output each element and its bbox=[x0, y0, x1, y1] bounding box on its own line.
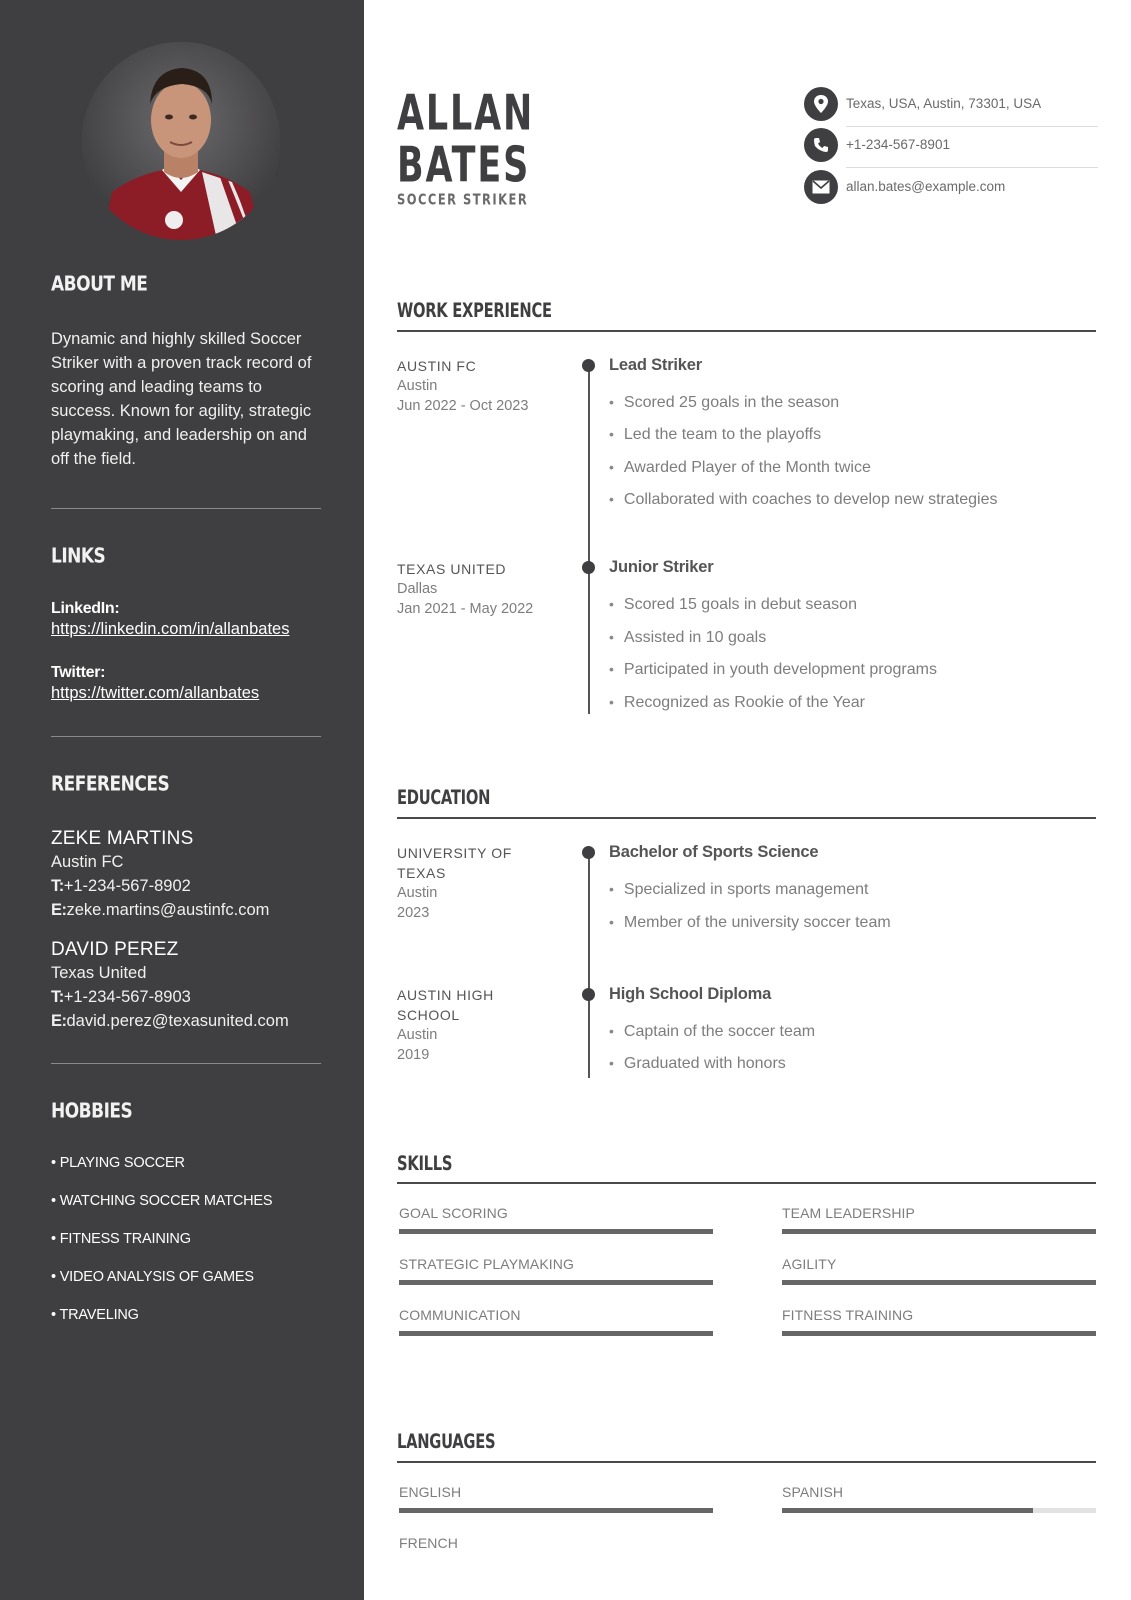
contact-address bbox=[804, 87, 1096, 121]
links-heading: LINKS bbox=[51, 545, 106, 569]
section-rule bbox=[397, 817, 1096, 819]
hobby-item: • WATCHING SOCCER MATCHES bbox=[51, 1193, 273, 1209]
bullet-item: • Specialized in sports management bbox=[609, 881, 868, 899]
work-entry-org bbox=[397, 356, 557, 416]
bullet-item: • Participated in youth development programs bbox=[609, 661, 937, 679]
org-name-line2: TEXAS bbox=[397, 865, 446, 881]
language-item bbox=[782, 1484, 1096, 1500]
bullet-item: • Collaborated with coaches to develop new strategies bbox=[609, 491, 997, 509]
bullet-item: • Recognized as Rookie of the Year bbox=[609, 694, 865, 712]
reference-phone bbox=[51, 874, 321, 898]
bullet-item: • Scored 15 goals in debut season bbox=[609, 596, 857, 614]
link-linkedin bbox=[51, 600, 321, 639]
timeline-dot bbox=[582, 988, 595, 1001]
reference-email bbox=[51, 898, 321, 922]
job-title: SOCCER STRIKER bbox=[397, 190, 529, 208]
skill-bar bbox=[399, 1280, 713, 1285]
timeline-dot bbox=[582, 359, 595, 372]
education-entry-org bbox=[397, 843, 557, 923]
language-item bbox=[399, 1484, 713, 1500]
sidebar bbox=[0, 0, 364, 1600]
language-item bbox=[399, 1535, 713, 1551]
skill-label: AGILITY bbox=[782, 1256, 837, 1272]
email-label: E: bbox=[51, 1012, 67, 1030]
reference-name: DAVID PEREZ bbox=[51, 939, 179, 960]
org-location: Dallas bbox=[397, 581, 438, 597]
section-rule bbox=[397, 1461, 1096, 1463]
phone-value: +1-234-567-8903 bbox=[63, 988, 191, 1006]
address-text: Texas, USA, Austin, 73301, USA bbox=[846, 96, 1042, 111]
skill-bar bbox=[782, 1229, 1096, 1234]
education-heading: EDUCATION bbox=[397, 786, 491, 809]
last-name: BATES bbox=[397, 136, 531, 194]
org-name-line1: AUSTIN HIGH bbox=[397, 987, 494, 1003]
org-name: AUSTIN FC bbox=[397, 358, 477, 374]
org-year: 2023 bbox=[397, 905, 430, 921]
bullet-item: • Assisted in 10 goals bbox=[609, 629, 766, 647]
linkedin-link[interactable]: https://linkedin.com/in/allanbates bbox=[51, 620, 290, 638]
section-rule bbox=[397, 1182, 1096, 1184]
languages-heading: LANGUAGES bbox=[397, 1430, 496, 1453]
org-dates: Jun 2022 - Oct 2023 bbox=[397, 398, 529, 414]
bullet-item: • Led the team to the playoffs bbox=[609, 426, 821, 444]
link-label: Twitter: bbox=[51, 664, 106, 681]
bullet-item: • Awarded Player of the Month twice bbox=[609, 459, 871, 477]
phone-value: +1-234-567-8902 bbox=[63, 877, 191, 895]
skills-heading: SKILLS bbox=[397, 1152, 453, 1175]
role-title: Lead Striker bbox=[609, 356, 702, 374]
phone-text: +1-234-567-8901 bbox=[846, 137, 950, 152]
contact-email bbox=[804, 170, 1096, 204]
org-location: Austin bbox=[397, 1027, 438, 1043]
skill-bar-fill bbox=[782, 1331, 1096, 1336]
degree-title: High School Diploma bbox=[609, 985, 772, 1003]
sidebar-divider bbox=[51, 1063, 321, 1064]
skill-bar-fill bbox=[399, 1280, 713, 1285]
link-label: LinkedIn: bbox=[51, 600, 120, 617]
hobbies-heading: HOBBIES bbox=[51, 1100, 133, 1124]
work-heading: WORK EXPERIENCE bbox=[397, 299, 552, 322]
org-year: 2019 bbox=[397, 1047, 430, 1063]
twitter-link[interactable]: https://twitter.com/allanbates bbox=[51, 684, 260, 702]
references-section bbox=[51, 773, 321, 797]
section-rule bbox=[397, 330, 1096, 332]
bullet-item: • Graduated with honors bbox=[609, 1055, 786, 1073]
hobbies-list bbox=[51, 1155, 321, 1355]
skill-item bbox=[399, 1256, 713, 1272]
skill-bar-fill bbox=[399, 1331, 713, 1336]
skill-item bbox=[782, 1307, 1096, 1323]
hobby-item: • FITNESS TRAINING bbox=[51, 1231, 191, 1247]
bullet-item: • Scored 25 goals in the season bbox=[609, 394, 839, 412]
skill-bar bbox=[782, 1331, 1096, 1336]
org-name-line2: SCHOOL bbox=[397, 1007, 460, 1023]
hobby-item: • PLAYING SOCCER bbox=[51, 1155, 185, 1171]
phone-label: T: bbox=[51, 988, 64, 1006]
skill-bar bbox=[399, 1229, 713, 1234]
skill-label: TEAM LEADERSHIP bbox=[782, 1205, 915, 1221]
envelope-icon bbox=[804, 170, 838, 204]
reference-email bbox=[51, 1009, 321, 1033]
timeline-dot bbox=[582, 846, 595, 859]
skill-label: FITNESS TRAINING bbox=[782, 1307, 914, 1323]
about-text: Dynamic and highly skilled Soccer Striker with a proven track record of scoring and leading teams to success. Known for agility, strategic playmaking, and leadership on and off the field. bbox=[51, 330, 312, 468]
bullet-item: • Member of the university soccer team bbox=[609, 914, 891, 932]
skill-bar-fill bbox=[782, 1280, 1096, 1285]
language-bar bbox=[782, 1508, 1096, 1513]
language-label: ENGLISH bbox=[399, 1484, 462, 1500]
org-name-line1: UNIVERSITY OF bbox=[397, 845, 512, 861]
reference-item bbox=[51, 939, 321, 1033]
skill-bar bbox=[399, 1331, 713, 1336]
skill-label: COMMUNICATION bbox=[399, 1307, 521, 1323]
skill-bar-fill bbox=[782, 1229, 1096, 1234]
skill-bar bbox=[782, 1280, 1096, 1285]
skill-item bbox=[782, 1205, 1096, 1221]
sidebar-divider bbox=[51, 508, 321, 509]
links-section bbox=[51, 545, 321, 569]
timeline-dot bbox=[582, 561, 595, 574]
skill-bar-fill bbox=[399, 1229, 713, 1234]
sidebar-divider bbox=[51, 736, 321, 737]
skill-item bbox=[782, 1256, 1096, 1272]
phone-icon bbox=[804, 128, 838, 162]
avatar bbox=[82, 42, 280, 240]
hobbies-section bbox=[51, 1100, 321, 1124]
reference-item bbox=[51, 828, 321, 922]
phone-label: T: bbox=[51, 877, 64, 895]
contact-phone bbox=[804, 128, 1096, 162]
org-dates: Jan 2021 - May 2022 bbox=[397, 601, 534, 617]
skill-label: GOAL SCORING bbox=[399, 1205, 508, 1221]
language-label: FRENCH bbox=[399, 1535, 458, 1551]
education-timeline bbox=[588, 852, 590, 1078]
work-entry-org bbox=[397, 559, 557, 619]
contact-divider bbox=[846, 126, 1098, 127]
reference-company: Texas United bbox=[51, 964, 147, 982]
hobby-item: • VIDEO ANALYSIS OF GAMES bbox=[51, 1269, 254, 1285]
first-name: ALLAN bbox=[397, 84, 535, 142]
role-title: Junior Striker bbox=[609, 558, 714, 576]
hobby-item: • TRAVELING bbox=[51, 1307, 139, 1323]
contact-divider bbox=[846, 167, 1098, 168]
email-text: allan.bates@example.com bbox=[846, 179, 1006, 194]
email-label: E: bbox=[51, 901, 67, 919]
language-bar-fill bbox=[782, 1508, 1033, 1513]
about-heading: ABOUT ME bbox=[51, 273, 148, 297]
degree-title: Bachelor of Sports Science bbox=[609, 843, 819, 861]
about-section bbox=[51, 273, 321, 297]
skill-label: STRATEGIC PLAYMAKING bbox=[399, 1256, 574, 1272]
work-timeline bbox=[588, 365, 590, 714]
email-value: zeke.martins@austinfc.com bbox=[66, 901, 270, 919]
org-name: TEXAS UNITED bbox=[397, 561, 507, 577]
bullet-item: • Captain of the soccer team bbox=[609, 1023, 815, 1041]
location-pin-icon bbox=[804, 87, 838, 121]
education-entry-org bbox=[397, 985, 557, 1065]
org-location: Austin bbox=[397, 378, 438, 394]
skill-item bbox=[399, 1205, 713, 1221]
references-heading: REFERENCES bbox=[51, 773, 170, 797]
language-bar bbox=[399, 1508, 713, 1513]
reference-name: ZEKE MARTINS bbox=[51, 828, 194, 849]
org-location: Austin bbox=[397, 885, 438, 901]
language-label: SPANISH bbox=[782, 1484, 844, 1500]
language-bar-fill bbox=[399, 1508, 713, 1513]
reference-company: Austin FC bbox=[51, 853, 124, 871]
reference-phone bbox=[51, 985, 321, 1009]
skill-item bbox=[399, 1307, 713, 1323]
email-value: david.perez@texasunited.com bbox=[66, 1012, 289, 1030]
link-twitter bbox=[51, 664, 321, 703]
